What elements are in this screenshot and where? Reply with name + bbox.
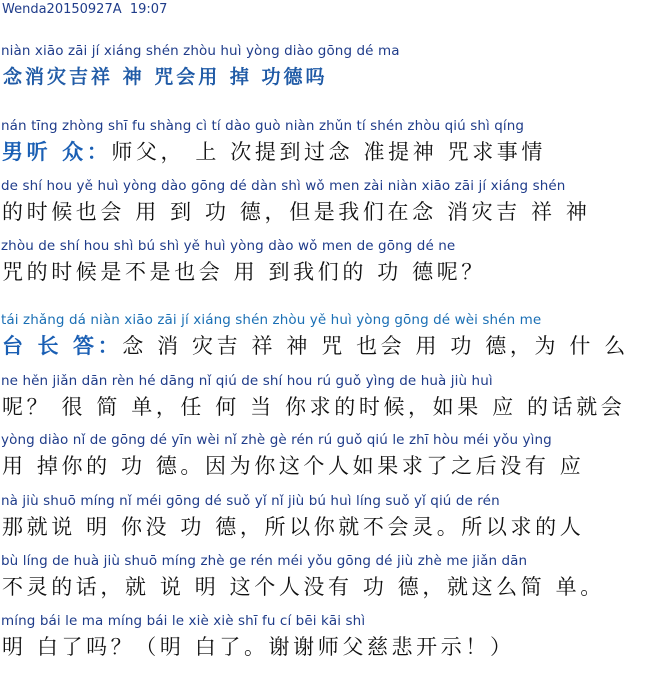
title-pinyin: niàn xiāo zāi jí xiáng shén zhòu huì yòng diào gōng dé ma xyxy=(1,43,400,59)
pinyin-line-8: bù líng de huà jiù shuō míng zhè ge rén méi yǒu gōng dé jiù zhè me jiǎn dān xyxy=(1,553,528,569)
text-line-2: 的时候也会 用 到 功 德，但是我们在念 消灾吉 祥 神 xyxy=(2,200,591,224)
pinyin-line-1: nán tīng zhòng shī fu shàng cì tí dào guò niàn zhǔn tí shén zhòu qiú shì qíng xyxy=(1,118,525,134)
text-line-6: 用 掉你的 功 德。因为你这个人如果求了之后没有 应 xyxy=(2,454,585,478)
text-line-1 xyxy=(2,136,666,166)
text-line-8: 不灵的话，就 说 明 这个人没有 功 德，就这么简 单。 xyxy=(2,575,605,599)
header-label: Wenda20150927A 19:07 xyxy=(2,2,168,17)
text-line-4-body: 念 消 灾吉 祥 神 咒 也会 用 功 德，为 什 么 xyxy=(122,334,629,358)
pinyin-line-4: tái zhǎng dá niàn xiāo zāi jí xiáng shén zhòu yě huì yòng gōng dé wèi shén me xyxy=(1,312,542,328)
text-line-5: 呢？ 很 简 单，任 何 当 你求的时候，如果 应 的话就会 xyxy=(2,395,626,419)
speaker-master: 台 长 答： xyxy=(2,334,123,358)
pinyin-line-2: de shí hou yě huì yòng dào gōng dé dàn shì wǒ men zài niàn xiāo zāi jí xiáng shén xyxy=(1,178,566,194)
pinyin-line-9: míng bái le ma míng bái le xiè xiè shī fu cí bēi kāi shì xyxy=(1,613,366,629)
text-line-1-body: 师父， 上 次提到过念 准提神 咒求事情 xyxy=(111,140,547,164)
text-line-3: 咒的时候是不是也会 用 到我们的 功 德呢？ xyxy=(2,260,486,284)
text-line-7: 那就说 明 你没 功 德，所以你就不会灵。所以求的人 xyxy=(2,515,585,539)
text-line-4 xyxy=(2,330,666,360)
title: 念消灾吉祥 神 咒会用 掉 功德吗 xyxy=(3,66,328,88)
pinyin-line-3: zhòu de shí hou shì bú shì yě huì yòng dào wǒ men de gōng dé ne xyxy=(1,238,456,254)
pinyin-line-6: yòng diào nǐ de gōng dé yīn wèi nǐ zhè gè rén rú guǒ qiú le zhī hòu méi yǒu yìng xyxy=(1,432,552,448)
text-line-9: 明 白了吗？（明 白了。谢谢师父慈悲开示！） xyxy=(2,635,515,659)
pinyin-line-5: ne hěn jiǎn dān rèn hé dāng nǐ qiú de shí hou rú guǒ yìng de huà jiù huì xyxy=(1,373,493,389)
speaker-male-listener: 男听 众： xyxy=(2,140,112,164)
pinyin-line-7: nà jiù shuō míng nǐ méi gōng dé suǒ yǐ nǐ jiù bú huì líng suǒ yǐ qiú de rén xyxy=(1,493,500,509)
